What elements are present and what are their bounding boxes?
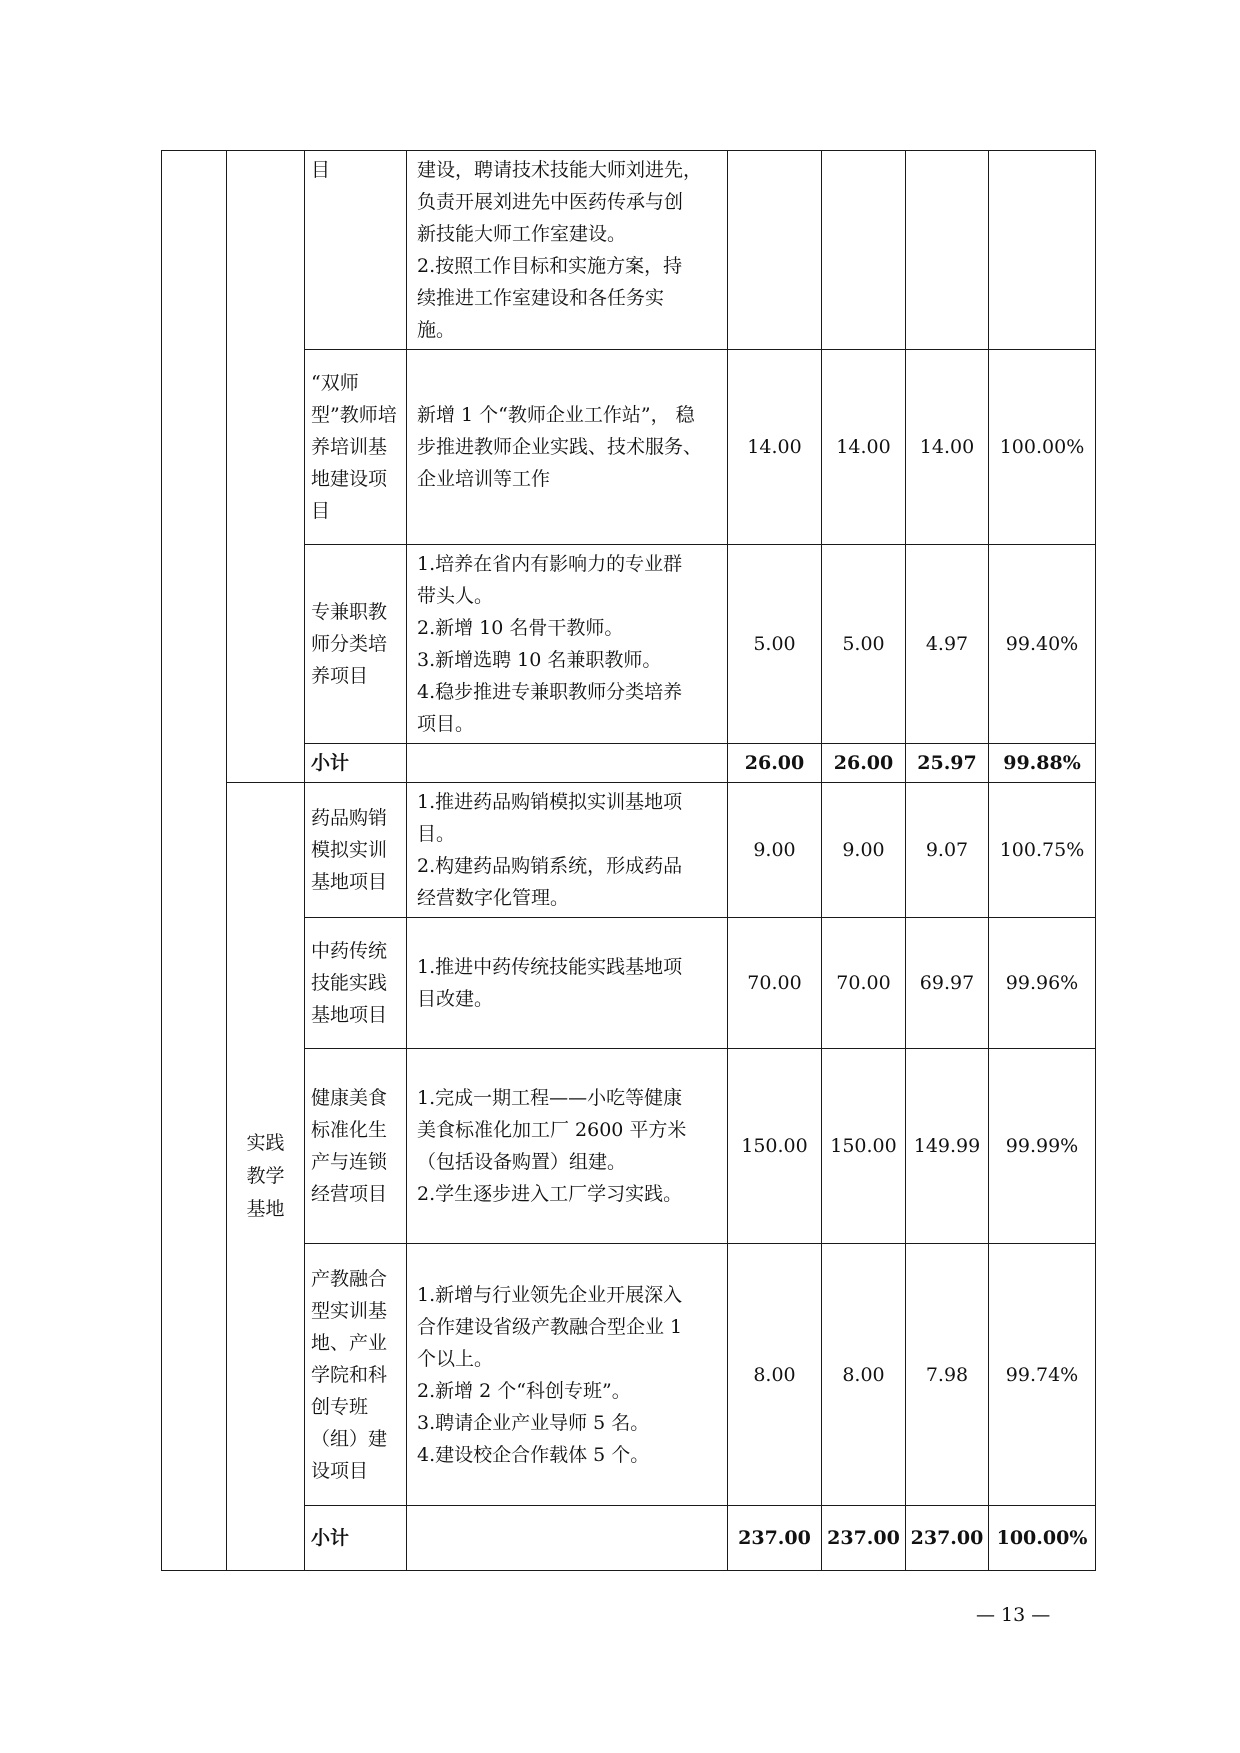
project-name: 产教融合型实训基地、产业学院和科创专班（组）建设项目 (305, 1244, 407, 1506)
actual-cell (906, 151, 989, 350)
approved-cell: 150.00 (822, 1049, 906, 1244)
page-number: — 13 — (976, 1604, 1051, 1626)
rate-cell (989, 151, 1096, 350)
actual-cell: 7.98 (906, 1244, 989, 1506)
actual-cell: 149.99 (906, 1049, 989, 1244)
rate-cell: 99.40% (989, 545, 1096, 744)
approved-cell: 237.00 (822, 1506, 906, 1571)
rate-cell: 100.00% (989, 1506, 1096, 1571)
approved-cell: 8.00 (822, 1244, 906, 1506)
subtotal-label: 小计 (305, 744, 407, 783)
category-column-cell (162, 151, 227, 1571)
budget-cell: 150.00 (728, 1049, 822, 1244)
budget-cell: 8.00 (728, 1244, 822, 1506)
project-name: 药品购销模拟实训基地项目 (305, 783, 407, 918)
project-description: 1.新增与行业领先企业开展深入 合作建设省级产教融合型企业 1 个以上。 2.新增 2 个“科创专班”。 3.聘请企业产业导师 5 名。 4.建设校企合作载体 5 个。 (407, 1244, 728, 1506)
approved-cell: 5.00 (822, 545, 906, 744)
project-name: “双师型”教师培养培训基地建设项目 (305, 350, 407, 545)
rate-cell: 100.75% (989, 783, 1096, 918)
table-row (162, 783, 1096, 918)
actual-cell: 237.00 (906, 1506, 989, 1571)
approved-cell: 9.00 (822, 783, 906, 918)
budget-cell: 14.00 (728, 350, 822, 545)
subtotal-description (407, 1506, 728, 1571)
project-description: 1.培养在省内有影响力的专业群 带头人。 2.新增 10 名骨干教师。 3.新增选聘 10 名兼职教师。 4.稳步推进专兼职教师分类培养 项目。 (407, 545, 728, 744)
subtotal-label: 小计 (305, 1506, 407, 1571)
rate-cell: 100.00% (989, 350, 1096, 545)
approved-cell: 26.00 (822, 744, 906, 783)
approved-cell (822, 151, 906, 350)
budget-table (161, 150, 1096, 1571)
project-description: 新增 1 个“教师企业工作站”， 稳 步推进教师企业实践、技术服务、 企业培训等工作 (407, 350, 728, 545)
project-name: 健康美食标准化生产与连锁经营项目 (305, 1049, 407, 1244)
actual-cell: 4.97 (906, 545, 989, 744)
project-description: 建设，聘请技术技能大师刘进先， 负责开展刘进先中医药传承与创 新技能大师工作室建设。 2.按照工作目标和实施方案，持 续推进工作室建设和各任务实 施。 (407, 151, 728, 350)
category-label: 实践教学基地 (246, 1132, 285, 1220)
project-description: 1.推进中药传统技能实践基地项 目改建。 (407, 918, 728, 1049)
budget-cell: 9.00 (728, 783, 822, 918)
rate-cell: 99.88% (989, 744, 1096, 783)
rate-cell: 99.74% (989, 1244, 1096, 1506)
budget-cell: 26.00 (728, 744, 822, 783)
project-description: 1.完成一期工程——小吃等健康 美食标准化加工厂 2600 平方米 （包括设备购置）组建。 2.学生逐步进入工厂学习实践。 (407, 1049, 728, 1244)
table-row (162, 151, 1096, 350)
budget-cell: 237.00 (728, 1506, 822, 1571)
actual-cell: 14.00 (906, 350, 989, 545)
actual-cell: 25.97 (906, 744, 989, 783)
actual-cell: 69.97 (906, 918, 989, 1049)
project-name: 专兼职教师分类培养项目 (305, 545, 407, 744)
approved-cell: 14.00 (822, 350, 906, 545)
budget-cell (728, 151, 822, 350)
project-description: 1.推进药品购销模拟实训基地项 目。 2.构建药品购销系统，形成药品 经营数字化管理。 (407, 783, 728, 918)
budget-cell: 5.00 (728, 545, 822, 744)
project-name: 中药传统技能实践基地项目 (305, 918, 407, 1049)
budget-cell: 70.00 (728, 918, 822, 1049)
rate-cell: 99.99% (989, 1049, 1096, 1244)
rate-cell: 99.96% (989, 918, 1096, 1049)
actual-cell: 9.07 (906, 783, 989, 918)
subcategory-cell-teachers (227, 151, 305, 783)
subtotal-description (407, 744, 728, 783)
approved-cell: 70.00 (822, 918, 906, 1049)
project-name: 目 (305, 151, 407, 350)
subcategory-cell-practice (227, 783, 305, 1571)
